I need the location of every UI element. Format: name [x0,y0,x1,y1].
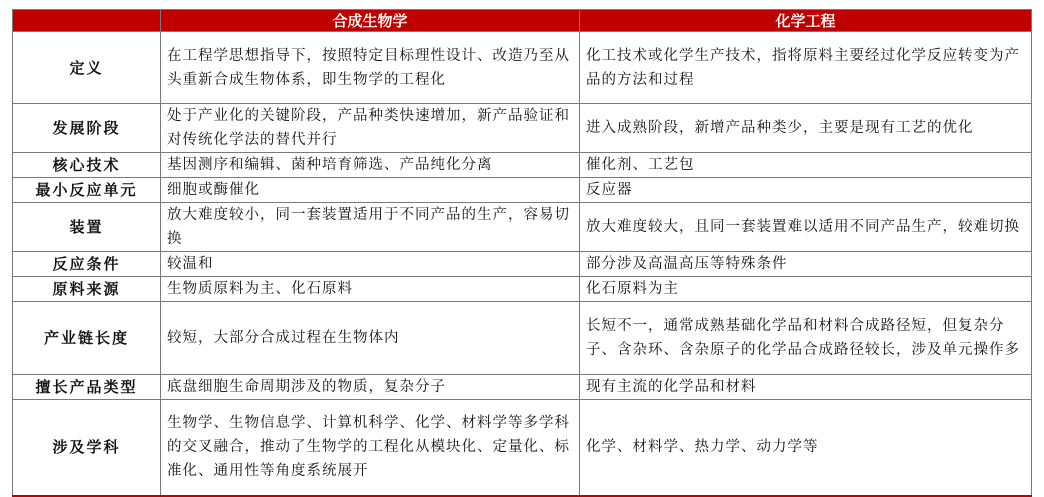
row-label: 发展阶段 [13,104,161,153]
cell-synbio: 生物学、生物信息学、计算机科学、化学、材料学等多学科的交叉融合，推动了生物学的工程化从模块化、定量化、标准化、通用性等角度系统展开 [161,400,580,496]
table-row [13,153,1032,178]
cell-synbio: 基因测序和编辑、菌种培育筛选、产品纯化分离 [161,153,580,178]
cell-chem: 部分涉及高温高压等特殊条件 [580,252,1032,277]
cell-synbio: 细胞或酶催化 [161,178,580,203]
cell-chem: 长短不一，通常成熟基础化学品和材料合成路径短，但复杂分子、含杂环、含杂原子的化学品合成路径较长，涉及单元操作多 [580,302,1032,375]
cell-synbio: 较温和 [161,252,580,277]
comparison-table [12,9,1032,497]
row-label: 核心技术 [13,153,161,178]
cell-synbio: 生物质原料为主、化石原料 [161,277,580,302]
row-label: 装置 [13,203,161,252]
cell-synbio: 放大难度较小，同一套装置适用于不同产品的生产，容易切换 [161,203,580,252]
table-row [13,178,1032,203]
table-row [13,252,1032,277]
comparison-table-wrapper [12,9,1031,497]
cell-chem: 现有主流的化学品和材料 [580,375,1032,400]
cell-synbio: 较短，大部分合成过程在生物体内 [161,302,580,375]
header-blank [13,10,161,32]
table-header-row [13,10,1032,32]
row-label: 产业链长度 [13,302,161,375]
cell-chem: 化学、材料学、热力学、动力学等 [580,400,1032,496]
row-label: 反应条件 [13,252,161,277]
table-row [13,32,1032,104]
row-label: 定义 [13,32,161,104]
header-synthetic-biology: 合成生物学 [161,10,580,32]
cell-chem: 化石原料为主 [580,277,1032,302]
cell-chem: 催化剂、工艺包 [580,153,1032,178]
cell-chem: 反应器 [580,178,1032,203]
row-label: 最小反应单元 [13,178,161,203]
table-row [13,400,1032,496]
table-row [13,375,1032,400]
cell-chem: 放大难度较大，且同一套装置难以适用不同产品生产，较难切换 [580,203,1032,252]
cell-synbio: 处于产业化的关键阶段，产品种类快速增加，新产品验证和对传统化学法的替代并行 [161,104,580,153]
cell-synbio: 在工程学思想指导下，按照特定目标理性设计、改造乃至从头重新合成生物体系，即生物学的工程化 [161,32,580,104]
header-chemical-engineering: 化学工程 [580,10,1032,32]
table-row [13,302,1032,375]
cell-synbio: 底盘细胞生命周期涉及的物质，复杂分子 [161,375,580,400]
row-label: 涉及学科 [13,400,161,496]
table-row [13,277,1032,302]
cell-chem: 进入成熟阶段，新增产品种类少，主要是现有工艺的优化 [580,104,1032,153]
row-label: 擅长产品类型 [13,375,161,400]
cell-chem: 化工技术或化学生产技术，指将原料主要经过化学反应转变为产品的方法和过程 [580,32,1032,104]
table-row [13,104,1032,153]
table-row [13,203,1032,252]
row-label: 原料来源 [13,277,161,302]
